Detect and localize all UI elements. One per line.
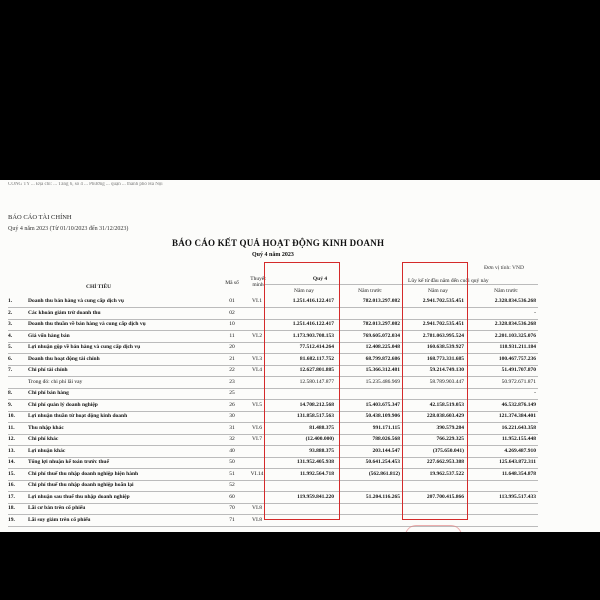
row-quarter-current: 131.858.517.563 (296, 413, 334, 419)
row-label: Doanh thu bán hàng và cung cấp dịch vụ (28, 298, 124, 304)
row-number: 16. (8, 482, 15, 488)
row-number: 3. (8, 321, 13, 327)
row-code: 20 (229, 344, 235, 350)
row-label: Lợi nhuận thuần từ hoạt động kinh doanh (28, 413, 128, 419)
row-ytd-current: 58.789.903.447 (429, 378, 464, 385)
row-code: 30 (229, 413, 235, 419)
col-ytd-header: Lũy kế từ đầu năm đến cuối quý này (408, 278, 489, 284)
report-period-range: Quý 4 năm 2023 (Từ 01/10/2023 đến 31/12/2023) (8, 226, 129, 232)
row-quarter-previous: 15.366.312.481 (365, 367, 400, 373)
row-ytd-previous: 51.491.707.870 (501, 367, 536, 373)
row-quarter-previous: 51.204.116.265 (365, 493, 400, 500)
row-code: 71 (229, 516, 235, 523)
row-note: VI.5 (252, 401, 262, 408)
row-ytd-current: (375.650.041) (432, 447, 464, 454)
row-number: 10. (8, 413, 15, 419)
row-code: 11 (229, 332, 235, 339)
row-ytd-previous: 2.328.834.536.268 (494, 321, 536, 327)
row-label: Lãi cơ bản trên cổ phiếu (28, 505, 86, 511)
row-code: 21 (229, 355, 235, 362)
row-number: 9. (8, 401, 13, 408)
row-quarter-previous: 68.799.872.686 (365, 355, 400, 362)
row-quarter-current: 81.488.375 (309, 424, 334, 431)
highlight-box-quarter (264, 262, 340, 520)
row-label: Chi phí tài chính (28, 367, 68, 373)
row-label: Lợi nhuận gộp về bán hàng và cung cấp dịch vụ (28, 344, 141, 350)
row-code: 60 (229, 493, 235, 500)
row-ytd-previous: 113.995.517.433 (499, 493, 536, 500)
row-quarter-current: 119.959.841.220 (297, 493, 334, 500)
row-note: VI.8 (252, 516, 262, 523)
row-number: 2. (8, 309, 13, 316)
row-code: 31 (229, 424, 235, 431)
col-quarter-header: Quý 4 (312, 276, 328, 282)
row-ytd-current: 59.214.749.130 (429, 367, 464, 373)
row-quarter-previous: 203.144.547 (372, 447, 400, 454)
row-quarter-previous: 50.438.109.906 (365, 413, 400, 419)
row-note: VI.14 (250, 470, 264, 477)
report-title: BÁO CÁO KẾT QUẢ HOẠT ĐỘNG KINH DOANH (172, 238, 385, 248)
row-number: 8. (8, 390, 13, 396)
row-note: VI.4 (252, 367, 262, 373)
row-number: 4. (8, 332, 13, 339)
row-quarter-previous: 769.605.072.034 (362, 332, 400, 339)
row-ytd-current: 227.662.953.388 (426, 459, 464, 465)
row-ytd-previous: 121.374.384.401 (498, 413, 536, 419)
row-code: 50 (229, 459, 235, 465)
col-quarter-current-header: Năm nay (293, 288, 314, 294)
row-number: 13. (8, 447, 15, 454)
row-label: Tổng lợi nhuận kế toán trước thuế (28, 459, 109, 465)
row-note: VI.1 (252, 298, 262, 304)
row-number: 11. (8, 424, 15, 431)
row-ytd-previous: 46.532.876.149 (501, 401, 536, 408)
row-code: 70 (229, 505, 235, 511)
row-number: 17. (8, 493, 15, 500)
row-ytd-current: 228.038.603.429 (426, 413, 464, 419)
row-ytd-previous: - (534, 390, 536, 396)
row-ytd-previous: 118.931.211.184 (499, 344, 536, 350)
row-quarter-previous: 50.641.254.453 (365, 459, 400, 465)
row-number: 1. (8, 298, 13, 304)
col-ytd-previous-header: Năm trước (494, 288, 518, 294)
row-code: 32 (229, 436, 235, 442)
row-ytd-previous: 100.467.757.236 (498, 355, 536, 362)
row-note: VI.6 (252, 424, 262, 431)
currency-unit: Đơn vị tính: VND (484, 265, 524, 271)
row-ytd-current: 42.158.519.053 (429, 401, 464, 408)
row-quarter-current: 1.251.416.122.417 (292, 321, 334, 327)
row-quarter-current: 1.173.903.708.153 (292, 332, 334, 339)
col-code-header: Mã số (225, 280, 239, 286)
row-quarter-previous: 12.408.225.048 (365, 344, 400, 350)
row-quarter-previous: 15.403.675.347 (365, 401, 400, 408)
row-code: 26 (229, 401, 235, 408)
row-number: 15. (8, 470, 15, 477)
col-ytd-current-header: Năm nay (427, 288, 448, 294)
row-quarter-previous: (562.861.812) (368, 470, 400, 477)
row-ytd-previous: 125.643.872.311 (499, 459, 536, 465)
row-code: 02 (229, 309, 235, 316)
row-number: 18. (8, 505, 15, 511)
row-note: VI.8 (252, 505, 262, 511)
highlight-box-ytd (402, 262, 468, 520)
row-quarter-previous: 788.026.568 (372, 436, 400, 442)
row-label: Trong đó: chi phí lãi vay (28, 378, 83, 385)
row-code: 01 (229, 298, 235, 304)
company-header-line: CÔNG TY ... Địa chỉ: ... Tầng 6, số 4 ... Phường ... quận ... thành phố Hà Nội (8, 182, 163, 187)
row-code: 10 (229, 321, 235, 327)
row-ytd-previous: 4.269.487.910 (504, 447, 536, 454)
row-quarter-current: 12.580.147.877 (299, 378, 334, 385)
row-quarter-current: (12.400.000) (305, 436, 334, 442)
row-quarter-previous: 991.171.115 (372, 424, 400, 431)
row-ytd-current: 2.781.063.995.524 (422, 332, 464, 339)
row-number: 19. (8, 516, 15, 523)
row-quarter-current: 14.708.212.568 (299, 401, 334, 408)
row-quarter-current: 1.251.416.122.417 (292, 298, 334, 304)
row-code: 40 (229, 447, 235, 454)
row-divider (8, 526, 538, 527)
row-label: Chi phí quản lý doanh nghiệp (28, 401, 98, 408)
row-number: 7. (8, 367, 13, 373)
col-indicator-header: CHỈ TIÊU (86, 284, 112, 290)
row-ytd-current: 160.638.539.927 (426, 344, 464, 350)
row-ytd-previous: 11.648.354.878 (501, 470, 536, 477)
row-ytd-current: 2.941.702.535.451 (422, 298, 464, 304)
row-label: Chi phí thuế thu nhập doanh nghiệp hiện hành (28, 470, 139, 477)
financial-report-sheet (0, 180, 600, 532)
row-ytd-current: 207.700.415.866 (426, 493, 464, 500)
row-code: 25 (229, 390, 235, 396)
row-quarter-current: 81.682.117.752 (299, 355, 334, 362)
row-ytd-previous: 2.328.834.536.268 (494, 298, 536, 304)
red-stamp (405, 525, 462, 532)
row-quarter-previous: 15.235.486.969 (365, 378, 400, 385)
report-period: Quý 4 năm 2023 (252, 252, 294, 258)
row-label: Giá vốn hàng bán (28, 332, 70, 339)
row-quarter-current: 77.512.414.264 (299, 344, 334, 350)
row-code: 23 (229, 378, 235, 385)
row-label: Chi phí thuế thu nhập doanh nghiệp hoãn lại (28, 482, 134, 488)
row-ytd-current: 168.773.331.685 (426, 355, 464, 362)
row-code: 52 (229, 482, 235, 488)
row-ytd-current: 766.229.325 (436, 436, 464, 442)
row-label: Doanh thu thuần về bán hàng và cung cấp dịch vụ (28, 321, 146, 327)
row-code: 51 (229, 470, 235, 477)
row-number: 5. (8, 344, 13, 350)
row-label: Lợi nhuận sau thuế thu nhập doanh nghiệp (28, 493, 130, 500)
row-label: Thu nhập khác (28, 424, 64, 431)
row-ytd-previous: 50.972.671.871 (501, 378, 536, 385)
row-ytd-previous: - (534, 309, 536, 316)
row-ytd-previous: 11.952.155.448 (501, 436, 536, 442)
row-label: Lãi suy giảm trên cổ phiếu (28, 516, 91, 523)
row-number: 12. (8, 436, 15, 442)
row-label: Chi phí bán hàng (28, 390, 69, 396)
row-quarter-current: 93.888.375 (309, 447, 334, 454)
row-quarter-current: 11.992.564.718 (299, 470, 334, 477)
row-label: Chi phí khác (28, 436, 59, 442)
row-label: Lợi nhuận khác (28, 447, 66, 454)
row-ytd-previous: 2.201.103.325.076 (494, 332, 536, 339)
row-quarter-current: 12.627.801.885 (299, 367, 334, 373)
report-type: BÁO CÁO TÀI CHÍNH (8, 214, 72, 221)
row-ytd-current: 19.962.537.522 (429, 470, 464, 477)
row-quarter-current: 131.952.405.938 (296, 459, 334, 465)
row-code: 22 (229, 367, 235, 373)
row-quarter-previous: 782.013.297.082 (362, 321, 400, 327)
row-note: VI.2 (252, 332, 262, 339)
row-ytd-previous: 16.221.643.358 (501, 424, 536, 431)
row-ytd-current: 2.941.702.535.451 (422, 321, 464, 327)
row-label: Doanh thu hoạt động tài chính (28, 355, 100, 362)
row-note: VI.3 (252, 355, 262, 362)
row-number: 6. (8, 355, 13, 362)
col-quarter-previous-header: Năm trước (358, 288, 382, 294)
row-note: VI.7 (252, 436, 262, 442)
row-label: Các khoản giảm trừ doanh thu (28, 309, 101, 316)
row-ytd-current: 390.579.284 (436, 424, 464, 431)
row-quarter-previous: 782.013.297.082 (362, 298, 400, 304)
col-note-header: Thuyết minh (250, 276, 266, 288)
row-number: 14. (8, 459, 15, 465)
